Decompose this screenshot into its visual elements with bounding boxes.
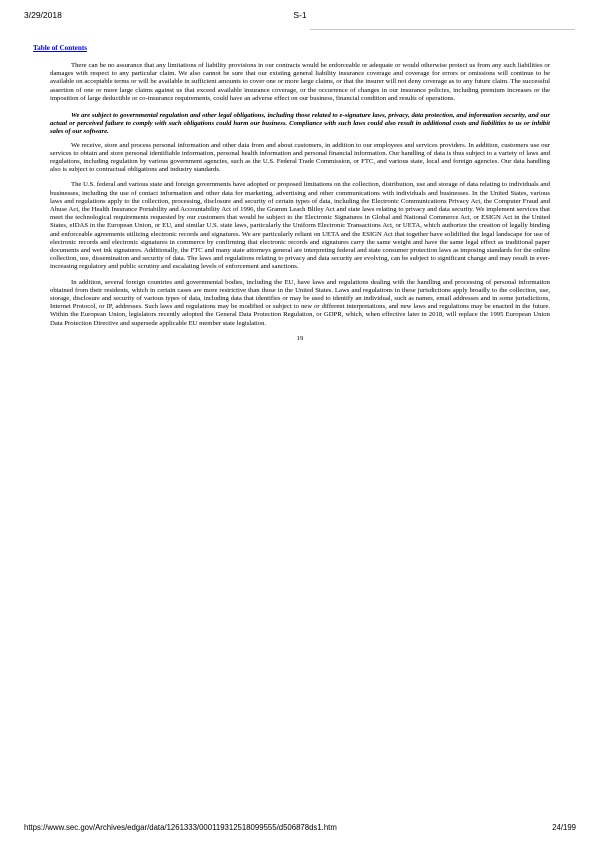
- print-footer: [0, 823, 600, 835]
- paragraph-personal-information: We receive, store and process personal information and other data from and about customers, in addition to our employees and services providers. In addition, customers use our services to obtain and store personal identifiable information, personal health information and personal financial information. Our handling of data is thus subject to a variety of laws and regulations, including regulation by various government agencies, such as the U.S. Federal Trade Commission, or FTC, and various state, local and foreign agencies. Our data handling also is subject to contractual obligations and industry standards.: [50, 141, 550, 174]
- source-url: https://www.sec.gov/Archives/edgar/data/1261333/000119312518099555/d506878ds1.htm: [24, 823, 337, 832]
- table-of-contents-link[interactable]: Table of Contents: [33, 44, 88, 52]
- paragraph-liability: There can be no assurance that any limitations of liability provisions in our contracts would be enforceable or adequate or would otherwise protect us from any such liabilities or damages with respect to any particular claim. We also cannot be sure that our existing general liability insurance coverage and coverage for errors or omissions will continue to be available on acceptable terms or will be available in sufficient amounts to cover one or more large claims, or that the insurer will not deny coverage as to any future claim. The successful assertion of one or more large claims against us that exceed available insurance coverage, or the occurrence of changes in our insurance policies, including premium increases or the imposition of large deductible or co-insurance requirements, could have an adverse effect on our business, financial condition and results of operations.: [50, 62, 550, 102]
- print-header: [0, 10, 600, 24]
- risk-factor-heading: We are subject to governmental regulation and other legal obligations, including those related to e-signature laws, privacy, data protection, and information security, and our actual or perceived failure to comply with such obligations could harm our business. Compliance with such laws could also result in additional costs and liabilities to us or inhibit sales of our software.: [50, 112, 550, 136]
- document-body: [50, 62, 550, 343]
- document-title: S-1: [293, 10, 307, 20]
- print-page-count: 24/199: [552, 823, 576, 832]
- page-number: 19: [296, 334, 304, 342]
- header-divider: [310, 29, 575, 30]
- paragraph-us-regulation: The U.S. federal and various state and foreign governments have adopted or proposed limitations on the collection, distribution, use and storage of data relating to individuals and businesses, including the use of contact information and other data for marketing, advertising and other communications with individuals and businesses. In the United States, various laws and regulations apply to the collection, processing, disclosure and security of certain types of data, including the Electronic Communications Privacy Act, the Computer Fraud and Abuse Act, the Health Insurance Portability and Accountability Act of 1996, the Gramm Leach Bliley Act and state laws relating to privacy and data security. We implement services that meet the technological requirements requested by our customers that would be subject to the Electronic Signatures in Global and National Commerce Act, or ESIGN Act in the United States, eIDAS in the European Union, or EU, and similar U.S. state laws, particularly the Uniform Electronic Transactions Act, or UETA, which authorize the creation of legally binding and enforceable agreements utilizing electronic records and signatures. We are particularly reliant on UETA and the ESIGN Act that together have solidified the legal landscape for use of electronic records and electronic signatures in commerce by confirming that electronic records and signatures carry the same weight and have the same legal effect as traditional paper documents and wet ink signatures. Additionally, the FTC and many state attorneys general are interpreting federal and state consumer protection laws as imposing standards for the online collection, use, dissemination and security of data. The laws and regulations relating to privacy and data security are evolving, can be subject to significant change and may result in ever-increasing regulatory and public scrutiny and escalating levels of enforcement and sanctions.: [50, 181, 550, 271]
- print-date: 3/29/2018: [24, 10, 62, 20]
- paragraph-foreign-regulation: In addition, several foreign countries and governmental bodies, including the EU, have laws and regulations dealing with the handling and processing of personal information obtained from their residents, which in certain cases are more restrictive than those in the United States. Laws and regulations in these jurisdictions apply broadly to the collection, use, storage, disclosure and security of various types of data, including data that identifies or may be used to identify an individual, such as names, email addresses and in some jurisdictions, Internet Protocol, or IP, addresses. Such laws and regulations may be modified or subject to new or different interpretations, and new laws and regulations may be enacted in the future. Within the European Union, legislators recently adopted the General Data Protection Regulation, or GDPR, which, when effective later in 2018, will replace the 1995 European Union Data Protection Directive and supersede applicable EU member state legislation.: [50, 278, 550, 327]
